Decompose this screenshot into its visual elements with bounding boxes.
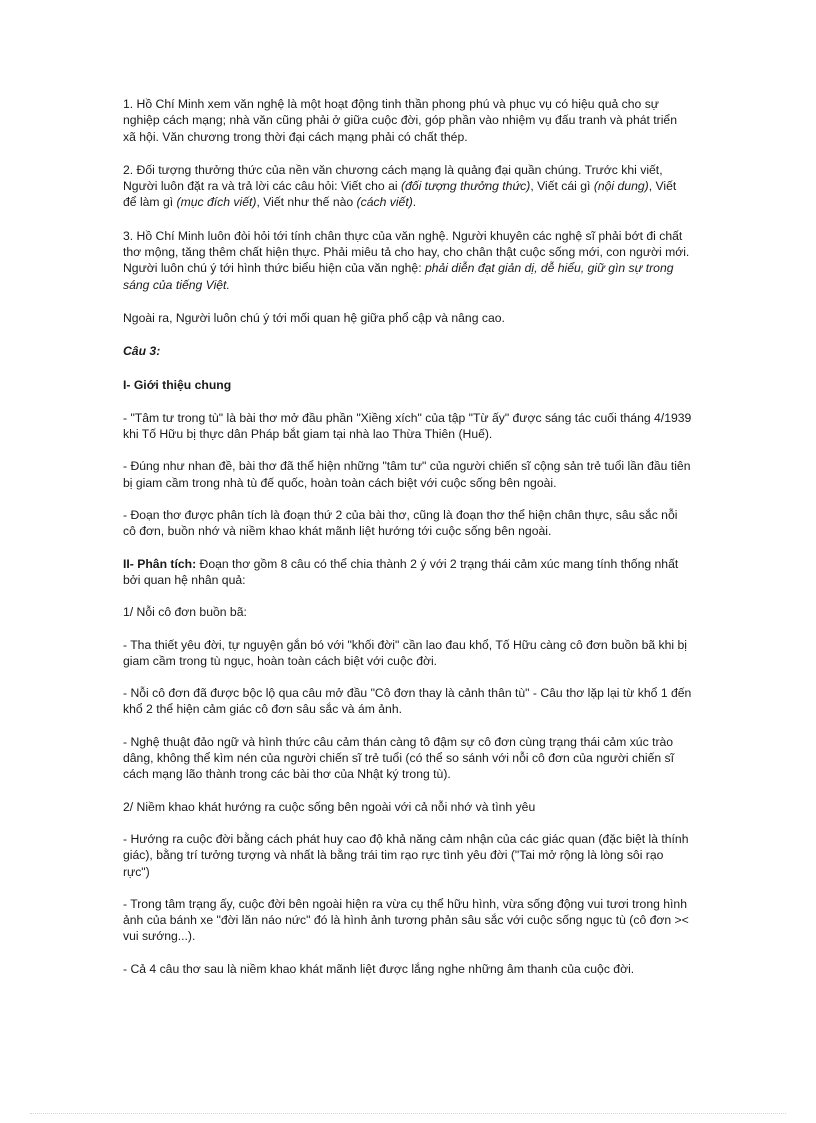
paragraph-2 <box>123 162 693 211</box>
paragraph-9: 1/ Nỗi cô đơn buồn bã: <box>123 605 247 620</box>
paragraph-4: Ngoài ra, Người luôn chú ý tới mối quan hệ giữa phổ cập và nâng cao. <box>123 310 505 325</box>
paragraph-2-text-i: . <box>412 195 417 210</box>
paragraph-15: - Trong tâm trạng ấy, cuộc đời bên ngoài hiện ra vừa cụ thể hữu hình, vừa sống động vui tươi trong hình ảnh của bánh xe "đời lăn náo nức" đó là hình ảnh tương phản sâu sắc với cuộc sống ngục tù (cô đơn >< vui sướng...). <box>123 896 689 944</box>
paragraph-2-italic-d: (nội dung) <box>593 179 649 194</box>
paragraph-3 <box>123 228 693 293</box>
paragraph-2-italic-b: (đối tượng thưởng thức) <box>400 179 531 194</box>
paragraph-2-italic-f: (mục đích viết) <box>176 195 257 210</box>
paragraph-5: - "Tâm tư trong tù" là bài thơ mở đầu phần "Xiềng xích" của tập "Từ ấy" được sáng tác cuối tháng 4/1939 khi Tố Hữu bị thực dân Pháp bắt giam tại nhà lao Thừa Thiên (Huế). <box>123 410 692 442</box>
paragraph-2-text-e: , Viết để làm gì <box>123 179 677 210</box>
paragraph-16: - Cả 4 câu thơ sau là niềm khao khát mãnh liệt được lắng nghe những âm thanh của cuộc đời. <box>123 961 635 976</box>
paragraph-2-text-a: 2. Đối tượng thưởng thức của nền văn chương cách mạng là quảng đại quần chúng. Trước khi viết, Người luôn đặt ra và trả lời các câu hỏi: Viết cho ai <box>123 162 663 194</box>
paragraph-12: - Nghệ thuật đảo ngữ và hình thức câu cảm thán càng tô đậm sự cô đơn cùng trạng thái cảm xúc trào dâng, không thể kìm nén của người chiến sĩ trẻ tuổi (có thể so sánh với nỗi cô đơn của người chiến sĩ cách mạng lão thành trong các bài thơ của Nhật ký trong tù). <box>123 734 674 782</box>
paragraph-8-text: Đoạn thơ gồm 8 câu có thể chia thành 2 ý với 2 trạng thái cảm xúc mang tính thống nhất bởi quan hệ nhân quả: <box>123 556 679 587</box>
paragraph-7: - Đoạn thơ được phân tích là đoạn thứ 2 của bài thơ, cũng là đoạn thơ thể hiện chân thực, sâu sắc nỗi cô đơn, buồn nhớ và niềm khao khát mãnh liệt hướng tới cuộc sống bên ngoài. <box>123 508 678 539</box>
paragraph-14: - Hướng ra cuộc đời bằng cách phát huy cao độ khả năng cảm nhận của các giác quan (đặc biệt là thính giác), bằng trí tưởng tượng và nhất là bằng trái tim rạo rực tình yêu đời ("Tai mở rộng là lòng sôi rạo rực") <box>123 831 689 879</box>
paragraph-2-text-g: , Viết như thế nào <box>256 195 357 210</box>
paragraph-8 <box>123 556 693 589</box>
paragraph-8-label: II- Phân tích: <box>123 556 197 571</box>
paragraph-3-italic-b: phải diễn đạt giản dị, dễ hiểu, giữ gìn sự trong sáng của tiếng Việt. <box>123 261 674 292</box>
document-page <box>123 96 693 977</box>
heading-gioi-thieu-chung: I- Giới thiệu chung <box>123 377 232 392</box>
paragraph-2-text-c: , Viết cái gì <box>530 179 594 194</box>
page-bottom-divider <box>30 1113 786 1114</box>
paragraph-11: - Nỗi cô đơn đã được bộc lộ qua câu mở đầu "Cô đơn thay là cảnh thân tù" - Câu thơ lặp lại từ khổ 1 đến khổ 2 thể hiện cảm giác cô đơn sâu sắc và ám ảnh. <box>123 686 692 717</box>
paragraph-2-italic-h: (cách viết) <box>356 195 413 210</box>
heading-cau-3-text: Câu 3: <box>123 344 161 359</box>
paragraph-6: - Đúng như nhan đề, bài thơ đã thể hiện những "tâm tư" của người chiến sĩ cộng sản trẻ tuổi lần đầu tiên bị giam cầm trong nhà tù đế quốc, hoàn toàn cách biệt với cuộc sống bên ngoài. <box>123 459 691 490</box>
paragraph-3-text-a: 3. Hồ Chí Minh luôn đòi hỏi tới tính chân thực của văn nghệ. Người khuyên các nghệ sĩ phải bớt đi chất thơ mộng, tăng thêm chất hiện thực. Phải miêu tả cho hay, cho chân thật cuộc sống mới, con người mới. Người luôn chú ý tới hình thức biểu hiện của văn nghệ: <box>123 228 690 276</box>
heading-cau-3 <box>123 343 693 359</box>
paragraph-10: - Tha thiết yêu đời, tự nguyện gắn bó với "khối đời" cần lao đau khổ, Tố Hữu càng cô đơn buồn bã khi bị giam cầm trong tù ngục, hoàn toàn cách biệt với cuộc đời. <box>123 637 687 668</box>
paragraph-1: 1. Hồ Chí Minh xem văn nghệ là một hoạt động tinh thần phong phú và phục vụ có hiệu quả cho sự nghiệp cách mạng; nhà văn cũng phải ở giữa cuộc đời, góp phần vào nhiệm vụ đấu tranh và phát triển xã hội. Văn chương trong thời đại cách mạng phải có chất thép. <box>123 97 677 144</box>
paragraph-13: 2/ Niềm khao khát hướng ra cuộc sống bên ngoài với cả nỗi nhớ và tình yêu <box>123 799 536 814</box>
